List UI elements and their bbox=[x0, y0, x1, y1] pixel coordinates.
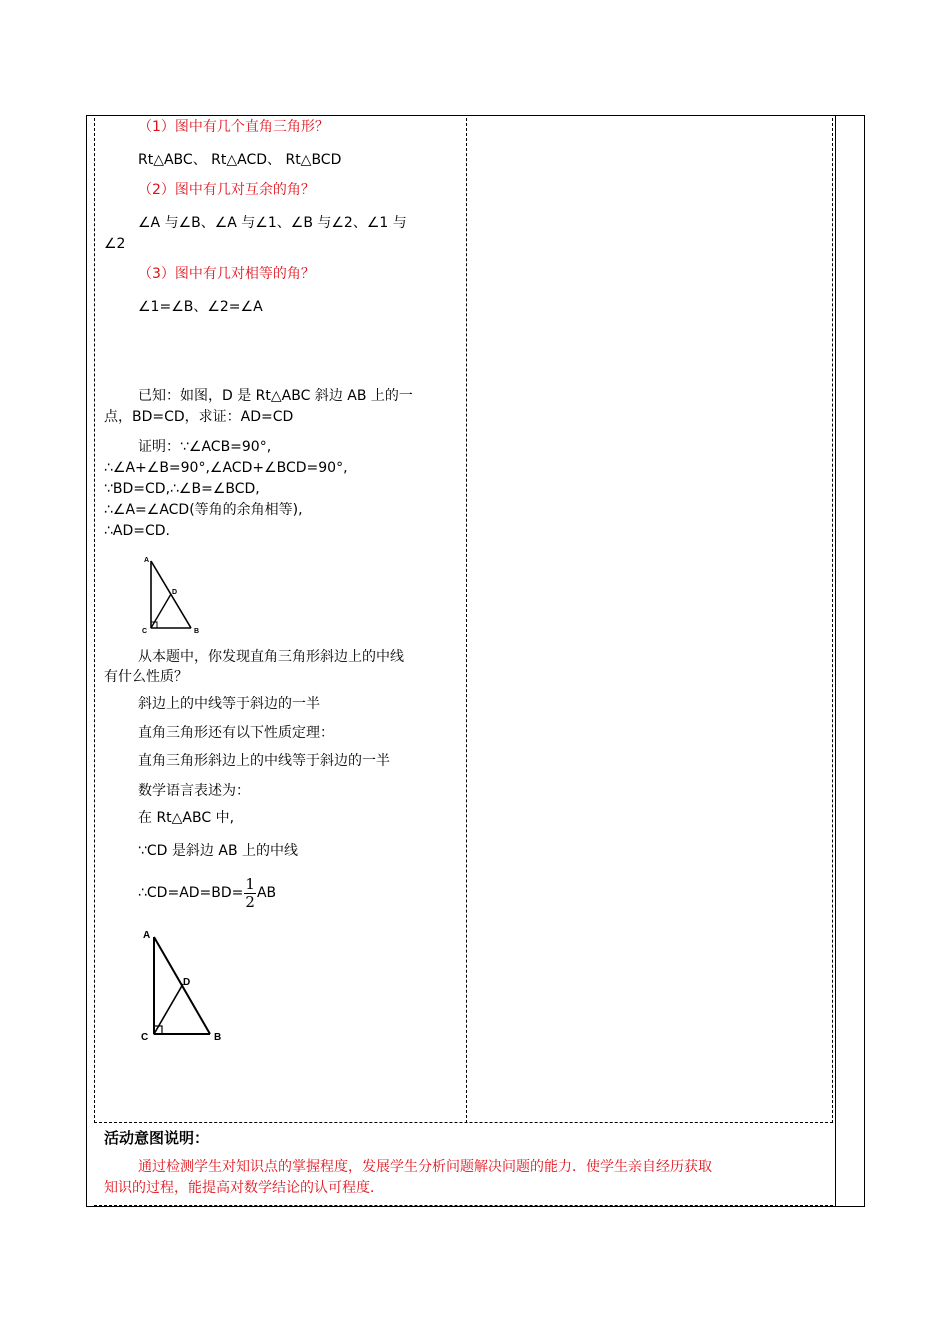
fraction-one-half bbox=[244, 876, 256, 911]
math-language-heading: 数学语言表述为： bbox=[138, 783, 250, 799]
figure2-label-c: C bbox=[141, 1032, 149, 1043]
question-2: （2）图中有几对互余的角？ bbox=[138, 182, 315, 198]
answer-2-line-1: ∠A 与∠B、∠A 与∠1、∠B 与∠2、∠1 与 bbox=[138, 215, 407, 231]
because-statement: ∵CD 是斜边 AB 上的中线 bbox=[138, 843, 298, 859]
proof-line-4: ∴∠A=∠ACD(等角的余角相等), bbox=[104, 502, 303, 518]
question-line-2: 有什么性质？ bbox=[104, 669, 188, 685]
therefore-statement bbox=[138, 875, 276, 911]
question-3: （3）图中有几对相等的角？ bbox=[138, 266, 315, 282]
proof-line-5: ∴AD=CD. bbox=[104, 523, 171, 539]
figure2-label-b: B bbox=[214, 1032, 222, 1043]
table-right-column-divider bbox=[835, 115, 836, 1207]
figure1-label-a: A bbox=[144, 557, 150, 564]
in-triangle: 在 Rt△ABC 中, bbox=[138, 810, 235, 826]
proof-line-2: ∴∠A+∠B=90°,∠ACD+∠BCD=90°, bbox=[104, 460, 348, 476]
answer-3: ∠1=∠B、∠2=∠A bbox=[138, 299, 263, 315]
given-line-2: 点，BD=CD，求证：AD=CD bbox=[104, 409, 294, 425]
triangle-figure-1 bbox=[138, 552, 210, 634]
proof-line-1: 证明：∵∠ACB=90°, bbox=[138, 439, 272, 455]
figure2-label-a: A bbox=[143, 930, 151, 941]
question-line-1: 从本题中，你发现直角三角形斜边上的中线 bbox=[138, 649, 404, 665]
proof-line-3: ∵BD=CD,∴∠B=∠BCD, bbox=[104, 481, 260, 497]
theorem-statement: 直角三角形斜边上的中线等于斜边的一半 bbox=[138, 753, 390, 769]
figure1-label-c: C bbox=[142, 628, 148, 634]
activity-cell-dashed-bottom bbox=[94, 1205, 833, 1206]
figure1-label-d: D bbox=[172, 589, 178, 596]
activity-heading: 活动意图说明： bbox=[104, 1129, 210, 1147]
answer-median: 斜边上的中线等于斜边的一半 bbox=[138, 696, 320, 712]
triangle-figure-2 bbox=[138, 925, 230, 1045]
question-1: （1）图中有几个直角三角形？ bbox=[138, 119, 329, 135]
activity-text-line-1: 通过检测学生对知识点的掌握程度，发展学生分析问题解决问题的能力．使学生亲自经历获取 bbox=[138, 1159, 712, 1175]
answer-2-line-2: ∠2 bbox=[104, 236, 126, 252]
therefore-prefix: ∴CD=AD=BD= bbox=[138, 885, 244, 901]
figure2-label-d: D bbox=[183, 977, 191, 988]
column-dashed-divider bbox=[466, 118, 467, 1123]
activity-text-line-2: 知识的过程，能提高对数学结论的认可程度． bbox=[104, 1180, 384, 1196]
figure1-median-cd bbox=[151, 594, 171, 628]
property-intro: 直角三角形还有以下性质定理： bbox=[138, 725, 334, 741]
answer-1: Rt△ABC、 Rt△ACD、 Rt△BCD bbox=[138, 152, 342, 168]
therefore-suffix: AB bbox=[256, 885, 277, 901]
fraction-numerator: 1 bbox=[245, 874, 255, 893]
given-line-1: 已知：如图，D 是 Rt△ABC 斜边 AB 上的一 bbox=[138, 388, 413, 404]
figure1-label-b: B bbox=[194, 628, 200, 634]
fraction-denominator: 2 bbox=[245, 892, 255, 911]
